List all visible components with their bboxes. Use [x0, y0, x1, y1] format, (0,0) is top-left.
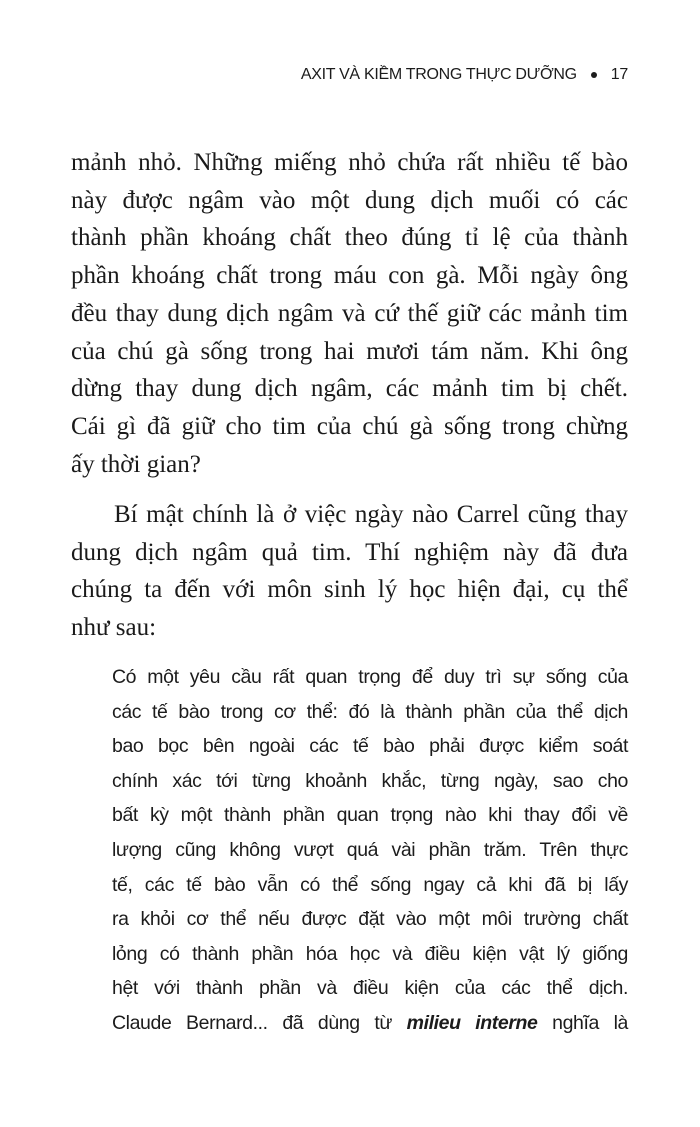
text-line: chúng ta đến với môn sinh lý học hiện đại, cụ thể: [71, 576, 628, 604]
block-quote: [112, 660, 628, 1041]
text-line: dung dịch ngâm quả tim. Thí nghiệm này đã đưa: [71, 538, 628, 566]
quote-text: nghĩa là: [537, 1011, 628, 1034]
quote-line: các tế bào trong cơ thể: đó là thành phần của thể dịch: [112, 700, 628, 723]
quote-line: hệt với thành phần và điều kiện của các thể dịch.: [112, 977, 628, 1000]
text-line: của chú gà sống trong hai mươi tám năm. Khi ông: [71, 337, 628, 365]
text-line: đều thay dung dịch ngâm và cứ thế giữ các mảnh tim: [71, 299, 628, 327]
quote-line: lượng cũng không vượt quá vài phần trăm. Trên thực: [112, 838, 628, 861]
paragraph-2: [71, 496, 628, 647]
quote-line: ra khỏi cơ thể nếu được đặt vào một môi trường chất: [112, 908, 628, 931]
text-line: mảnh nhỏ. Những miếng nhỏ chứa rất nhiều tế bào: [71, 149, 628, 176]
paragraph-1: [71, 144, 628, 483]
running-title: AXIT VÀ KIỀM TRONG THỰC DƯỠNG: [300, 66, 577, 83]
text-line: Cái gì đã giữ cho tim của chú gà sống trong chừng: [71, 412, 628, 440]
quote-line: bất kỳ một thành phần quan trọng nào khi thay đổi về: [112, 804, 628, 827]
quote-line: tế, các tế bào vẫn có thể sống ngay cả khi đã bị lấy: [112, 873, 628, 896]
page-number: 17: [610, 66, 628, 83]
text-line: này được ngâm vào một dung dịch muối có các: [71, 186, 628, 214]
quote-line: chính xác tới từng khoảnh khắc, từng ngày, sao cho: [112, 769, 628, 792]
quote-text: Claude Bernard... đã dùng từ: [112, 1011, 407, 1034]
running-header: [301, 66, 628, 84]
text-line: phần khoáng chất trong máu con gà. Mỗi ngày ông: [71, 262, 628, 290]
bullet-separator: [591, 72, 597, 78]
emphasized-term: milieu interne: [406, 1011, 538, 1034]
text-line: dừng thay dung dịch ngâm, các mảnh tim bị chết.: [71, 375, 628, 403]
quote-line: Có một yêu cầu rất quan trọng để duy trì sự sống của: [112, 666, 628, 688]
text-line: như sau:: [71, 614, 157, 642]
quote-line: lỏng có thành phần hóa học và điều kiện vật lý giống: [112, 942, 628, 965]
text-line: thành phần khoáng chất theo đúng tỉ lệ của thành: [71, 224, 628, 252]
text-line: ấy thời gian?: [71, 450, 201, 478]
quote-line: bao bọc bên ngoài các tế bào phải được kiểm soát: [112, 735, 628, 758]
text-line: Bí mật chính là ở việc ngày nào Carrel cũng thay: [114, 501, 628, 528]
quote-line: [112, 1006, 628, 1041]
